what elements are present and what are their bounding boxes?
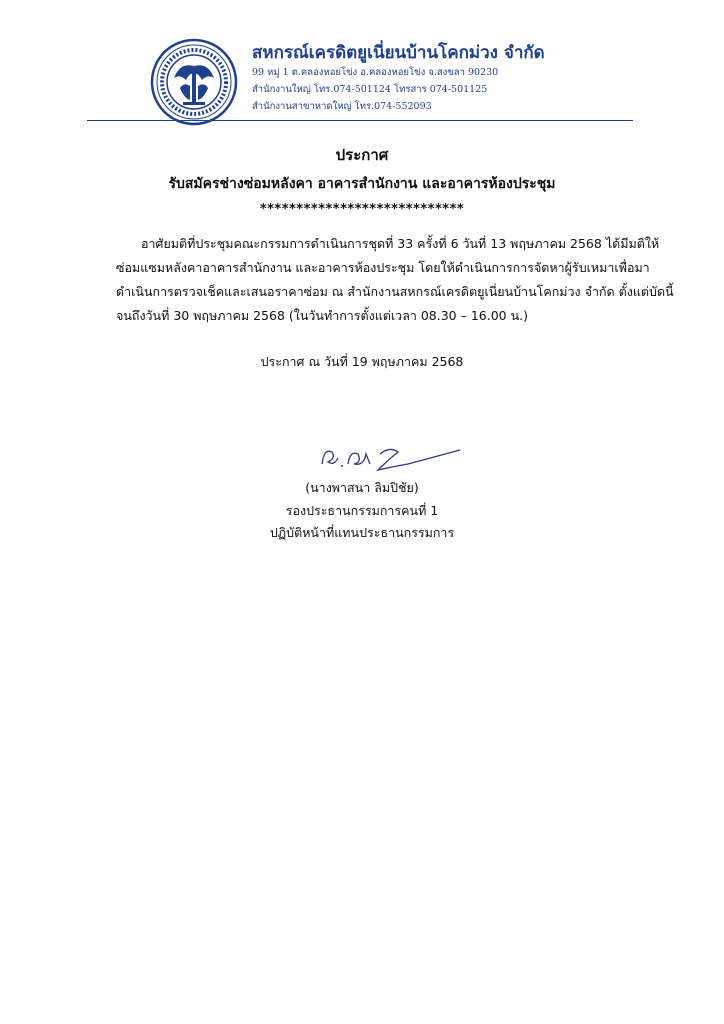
- signatory-acting-role: ปฏิบัติหน้าที่แทนประธานกรรมการ: [269, 525, 455, 540]
- letterhead: [150, 38, 630, 128]
- body-line: ดำเนินการตรวจเช็คและเสนอราคาซ่อม ณ สำนักงานสหกรณ์เครดิตยูเนี่ยนบ้านโคกม่วง จำกัด ตั้งแต่บัดนี้: [116, 284, 674, 299]
- cooperative-logo-icon: [150, 38, 238, 126]
- organization-name: สหกรณ์เครดิตยูเนี่ยนบ้านโคกม่วง จำกัด: [252, 43, 545, 63]
- letterhead-text: [252, 42, 632, 115]
- branch-office-contact: สำนักงานสาขาหาดใหญ่ โทร.074-552093: [252, 101, 432, 112]
- announcement-title: ประกาศ: [335, 146, 389, 164]
- signatory-position: รองประธานกรรมการคนที่ 1: [285, 503, 439, 518]
- signatory-name: (นางพาสนา ลิมปิชัย): [305, 480, 419, 495]
- body-line: อาศัยมติที่ประชุมคณะกรรมการดำเนินการชุดที่ 33 ครั้งที่ 6 วันที่ 13 พฤษภาคม 2568 ได้มีมติให้: [141, 236, 660, 251]
- handwritten-signature: [300, 436, 480, 476]
- organization-address: 99 หมู่ 1 ต.คลองหอยโข่ง อ.คลองหอยโข่ง จ.สงขลา 90230: [252, 67, 499, 78]
- body-line: ซ่อมแซมหลังคาอาคารสำนักงาน และอาคารห้องประชุม โดยให้ดำเนินการการจัดหาผู้รับเหมาเพื่อมา: [116, 260, 650, 275]
- heading-separator: ****************************: [259, 202, 465, 217]
- body-line: จนถึงวันที่ 30 พฤษภาคม 2568 (ในวันทำการตั้งแต่เวลา 08.30 – 16.00 น.): [116, 308, 528, 323]
- announcement-date: ประกาศ ณ วันที่ 19 พฤษภาคม 2568: [260, 354, 464, 369]
- head-office-contact: สำนักงานใหญ่ โทร.074-501124 โทรสาร 074-501125: [252, 84, 488, 95]
- announcement-subject: รับสมัครช่างซ่อมหลังคา อาคารสำนักงาน และอาคารห้องประชุม: [168, 176, 556, 192]
- letterhead-divider: [87, 120, 633, 121]
